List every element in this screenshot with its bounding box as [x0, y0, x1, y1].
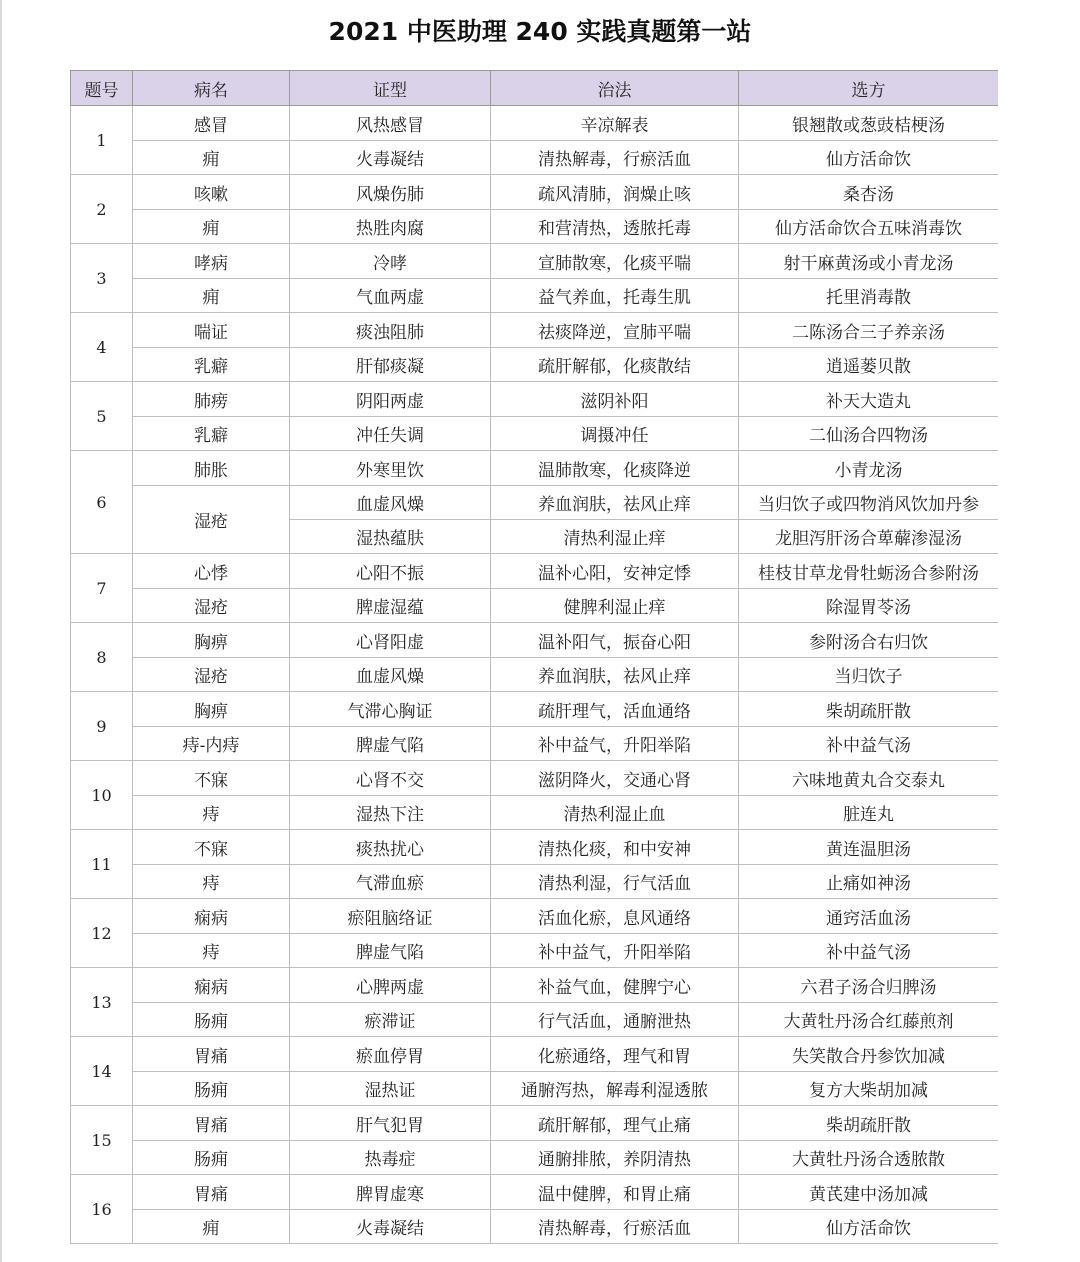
formula-cell: 除湿胃苓汤	[739, 589, 999, 623]
table-row	[71, 554, 999, 589]
page-left-edge	[0, 0, 2, 1262]
formula-cell: 复方大柴胡加减	[739, 1072, 999, 1106]
method-cell: 健脾利湿止痒	[491, 589, 739, 623]
header-number: 题号	[71, 71, 133, 106]
table-row	[71, 865, 999, 899]
table-row	[71, 417, 999, 451]
disease-cell: 痈	[133, 210, 290, 244]
method-cell: 行气活血，通腑泄热	[491, 1003, 739, 1037]
syndrome-cell: 阴阳两虚	[290, 382, 491, 417]
syndrome-cell: 血虚风燥	[290, 658, 491, 692]
method-cell: 益气养血，托毒生肌	[491, 279, 739, 313]
table-row	[71, 589, 999, 623]
table-row	[71, 1106, 999, 1141]
table-row	[71, 899, 999, 934]
syndrome-cell: 冲任失调	[290, 417, 491, 451]
syndrome-cell: 风热感冒	[290, 106, 491, 141]
syndrome-cell: 心阳不振	[290, 554, 491, 589]
method-cell: 养血润肤，祛风止痒	[491, 486, 739, 520]
method-cell: 补中益气，升阳举陷	[491, 727, 739, 761]
question-number: 12	[71, 899, 133, 968]
syndrome-cell: 肝气犯胃	[290, 1106, 491, 1141]
disease-cell: 心悸	[133, 554, 290, 589]
table-row	[71, 244, 999, 279]
table-row	[71, 486, 999, 520]
method-cell: 调摄冲任	[491, 417, 739, 451]
method-cell: 疏肝解郁，化痰散结	[491, 348, 739, 382]
table-row	[71, 727, 999, 761]
syndrome-cell: 湿热蕴肤	[290, 520, 491, 554]
question-number: 15	[71, 1106, 133, 1175]
syndrome-cell: 痰浊阻肺	[290, 313, 491, 348]
method-cell: 清热利湿止痒	[491, 520, 739, 554]
disease-cell: 肺痨	[133, 382, 290, 417]
question-number: 1	[71, 106, 133, 175]
syndrome-cell: 火毒凝结	[290, 141, 491, 175]
disease-cell: 痈	[133, 141, 290, 175]
formula-cell: 当归饮子	[739, 658, 999, 692]
formula-cell: 六君子汤合归脾汤	[739, 968, 999, 1003]
method-cell: 补中益气，升阳举陷	[491, 934, 739, 968]
disease-cell: 肠痈	[133, 1003, 290, 1037]
table-row	[71, 796, 999, 830]
table-body	[71, 106, 999, 1244]
formula-cell: 参附汤合右归饮	[739, 623, 999, 658]
formula-cell: 柴胡疏肝散	[739, 1106, 999, 1141]
method-cell: 清热利湿，行气活血	[491, 865, 739, 899]
table-row	[71, 279, 999, 313]
method-cell: 祛痰降逆，宣肺平喘	[491, 313, 739, 348]
method-cell: 辛凉解表	[491, 106, 739, 141]
syndrome-cell: 气血两虚	[290, 279, 491, 313]
formula-cell: 黄芪建中汤加减	[739, 1175, 999, 1210]
method-cell: 通腑泻热，解毒利湿透脓	[491, 1072, 739, 1106]
formula-cell: 仙方活命饮	[739, 1210, 999, 1244]
formula-cell: 二仙汤合四物汤	[739, 417, 999, 451]
syndrome-cell: 风燥伤肺	[290, 175, 491, 210]
formula-cell: 黄连温胆汤	[739, 830, 999, 865]
formula-cell: 逍遥蒌贝散	[739, 348, 999, 382]
question-number: 8	[71, 623, 133, 692]
formula-cell: 柴胡疏肝散	[739, 692, 999, 727]
method-cell: 补益气血，健脾宁心	[491, 968, 739, 1003]
method-cell: 活血化瘀，息风通络	[491, 899, 739, 934]
formula-cell: 龙胆泻肝汤合萆薢渗湿汤	[739, 520, 999, 554]
syndrome-cell: 瘀滞证	[290, 1003, 491, 1037]
table-row	[71, 382, 999, 417]
table-row	[71, 1037, 999, 1072]
question-number: 11	[71, 830, 133, 899]
method-cell: 滋阴补阳	[491, 382, 739, 417]
disease-cell: 胃痛	[133, 1037, 290, 1072]
document-title: 2021 中医助理 240 实践真题第一站	[328, 17, 752, 46]
syndrome-cell: 脾虚湿蕴	[290, 589, 491, 623]
method-cell: 化瘀通络，理气和胃	[491, 1037, 739, 1072]
table-row	[71, 761, 999, 796]
disease-cell: 湿疮	[133, 486, 290, 554]
formula-cell: 桂枝甘草龙骨牡蛎汤合参附汤	[739, 554, 999, 589]
disease-cell: 乳癖	[133, 348, 290, 382]
syndrome-cell: 脾胃虚寒	[290, 1175, 491, 1210]
formula-cell: 托里消毒散	[739, 279, 999, 313]
syndrome-cell: 脾虚气陷	[290, 934, 491, 968]
method-cell: 温补心阳，安神定悸	[491, 554, 739, 589]
header-method: 治法	[491, 71, 739, 106]
syndrome-cell: 瘀阻脑络证	[290, 899, 491, 934]
formula-cell: 大黄牡丹汤合红藤煎剂	[739, 1003, 999, 1037]
question-number: 4	[71, 313, 133, 382]
syndrome-cell: 血虚风燥	[290, 486, 491, 520]
formula-cell: 仙方活命饮	[739, 141, 999, 175]
method-cell: 和营清热，透脓托毒	[491, 210, 739, 244]
disease-cell: 胃痛	[133, 1175, 290, 1210]
disease-cell: 不寐	[133, 830, 290, 865]
disease-cell: 湿疮	[133, 658, 290, 692]
formula-cell: 银翘散或葱豉桔梗汤	[739, 106, 999, 141]
method-cell: 疏风清肺，润燥止咳	[491, 175, 739, 210]
disease-cell: 痫病	[133, 968, 290, 1003]
header-formula: 选方	[739, 71, 999, 106]
disease-cell: 痔	[133, 796, 290, 830]
question-number: 5	[71, 382, 133, 451]
table-row	[71, 692, 999, 727]
formula-cell: 桑杏汤	[739, 175, 999, 210]
table-row	[71, 1072, 999, 1106]
table-row	[71, 1210, 999, 1244]
syndrome-cell: 心脾两虚	[290, 968, 491, 1003]
method-cell: 清热化痰，和中安神	[491, 830, 739, 865]
table-row	[71, 934, 999, 968]
disease-cell: 感冒	[133, 106, 290, 141]
syndrome-cell: 痰热扰心	[290, 830, 491, 865]
syndrome-cell: 湿热下注	[290, 796, 491, 830]
formula-cell: 止痛如神汤	[739, 865, 999, 899]
exam-table	[70, 70, 998, 1244]
method-cell: 疏肝解郁，理气止痛	[491, 1106, 739, 1141]
syndrome-cell: 热胜肉腐	[290, 210, 491, 244]
disease-cell: 胸痹	[133, 623, 290, 658]
formula-cell: 射干麻黄汤或小青龙汤	[739, 244, 999, 279]
disease-cell: 胃痛	[133, 1106, 290, 1141]
table-row	[71, 348, 999, 382]
header-syndrome: 证型	[290, 71, 491, 106]
syndrome-cell: 火毒凝结	[290, 1210, 491, 1244]
disease-cell: 肺胀	[133, 451, 290, 486]
disease-cell: 痔	[133, 865, 290, 899]
formula-cell: 仙方活命饮合五味消毒饮	[739, 210, 999, 244]
syndrome-cell: 肝郁痰凝	[290, 348, 491, 382]
syndrome-cell: 湿热证	[290, 1072, 491, 1106]
formula-cell: 小青龙汤	[739, 451, 999, 486]
method-cell: 温中健脾，和胃止痛	[491, 1175, 739, 1210]
method-cell: 滋阴降火，交通心肾	[491, 761, 739, 796]
syndrome-cell: 瘀血停胃	[290, 1037, 491, 1072]
syndrome-cell: 心肾阳虚	[290, 623, 491, 658]
method-cell: 养血润肤，祛风止痒	[491, 658, 739, 692]
formula-cell: 大黄牡丹汤合透脓散	[739, 1141, 999, 1175]
header-disease: 病名	[133, 71, 290, 106]
formula-cell: 失笑散合丹参饮加减	[739, 1037, 999, 1072]
table-row	[71, 313, 999, 348]
syndrome-cell: 气滞血瘀	[290, 865, 491, 899]
disease-cell: 湿疮	[133, 589, 290, 623]
disease-cell: 痫病	[133, 899, 290, 934]
table-row	[71, 141, 999, 175]
table-row	[71, 658, 999, 692]
table-container[interactable]	[70, 70, 998, 1262]
table-row	[71, 106, 999, 141]
syndrome-cell: 脾虚气陷	[290, 727, 491, 761]
disease-cell: 哮病	[133, 244, 290, 279]
method-cell: 温肺散寒，化痰降逆	[491, 451, 739, 486]
question-number: 3	[71, 244, 133, 313]
syndrome-cell: 热毒症	[290, 1141, 491, 1175]
syndrome-cell: 心肾不交	[290, 761, 491, 796]
method-cell: 清热利湿止血	[491, 796, 739, 830]
disease-cell: 痈	[133, 279, 290, 313]
disease-cell: 乳癖	[133, 417, 290, 451]
table-row	[71, 1175, 999, 1210]
method-cell: 清热解毒，行瘀活血	[491, 1210, 739, 1244]
disease-cell: 肠痈	[133, 1072, 290, 1106]
formula-cell: 补中益气汤	[739, 934, 999, 968]
syndrome-cell: 冷哮	[290, 244, 491, 279]
disease-cell: 痔	[133, 934, 290, 968]
formula-cell: 补中益气汤	[739, 727, 999, 761]
formula-cell: 六味地黄丸合交泰丸	[739, 761, 999, 796]
question-number: 13	[71, 968, 133, 1037]
question-number: 10	[71, 761, 133, 830]
disease-cell: 肠痈	[133, 1141, 290, 1175]
method-cell: 疏肝理气，活血通络	[491, 692, 739, 727]
table-row	[71, 1003, 999, 1037]
disease-cell: 痈	[133, 1210, 290, 1244]
syndrome-cell: 气滞心胸证	[290, 692, 491, 727]
question-number: 2	[71, 175, 133, 244]
table-row	[71, 210, 999, 244]
table-row	[71, 451, 999, 486]
header-row	[71, 71, 999, 106]
formula-cell: 通窍活血汤	[739, 899, 999, 934]
disease-cell: 痔-内痔	[133, 727, 290, 761]
method-cell: 清热解毒，行瘀活血	[491, 141, 739, 175]
table-row	[71, 1141, 999, 1175]
method-cell: 温补阳气，振奋心阳	[491, 623, 739, 658]
disease-cell: 喘证	[133, 313, 290, 348]
question-number: 7	[71, 554, 133, 623]
question-number: 9	[71, 692, 133, 761]
table-row	[71, 175, 999, 210]
disease-cell: 咳嗽	[133, 175, 290, 210]
formula-cell: 当归饮子或四物消风饮加丹参	[739, 486, 999, 520]
disease-cell: 不寐	[133, 761, 290, 796]
formula-cell: 脏连丸	[739, 796, 999, 830]
syndrome-cell: 外寒里饮	[290, 451, 491, 486]
question-number: 6	[71, 451, 133, 554]
formula-cell: 二陈汤合三子养亲汤	[739, 313, 999, 348]
formula-cell: 补天大造丸	[739, 382, 999, 417]
method-cell: 通腑排脓，养阴清热	[491, 1141, 739, 1175]
method-cell: 宣肺散寒，化痰平喘	[491, 244, 739, 279]
table-row	[71, 623, 999, 658]
table-row	[71, 968, 999, 1003]
question-number: 16	[71, 1175, 133, 1244]
question-number: 14	[71, 1037, 133, 1106]
table-row	[71, 830, 999, 865]
disease-cell: 胸痹	[133, 692, 290, 727]
